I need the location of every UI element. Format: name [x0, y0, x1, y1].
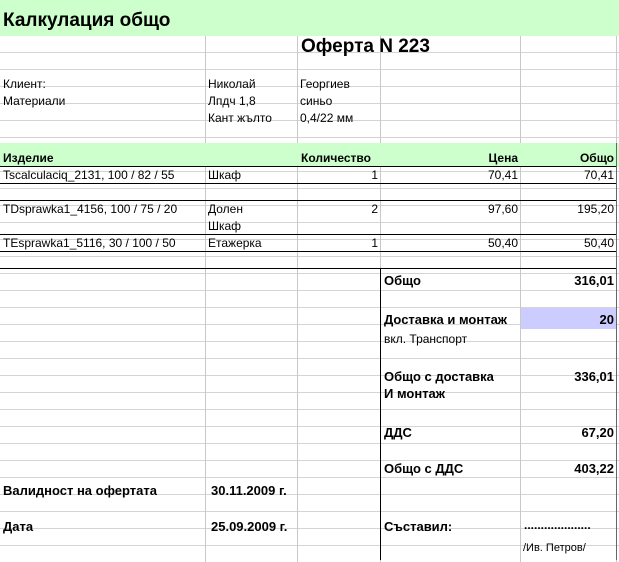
row1-qty[interactable]: 1	[371, 168, 378, 182]
delivery-label: Доставка и монтаж	[384, 312, 508, 327]
edge-value[interactable]: Кант жълто	[208, 111, 272, 125]
date-label: Дата	[3, 519, 34, 534]
row3-bottom-border	[0, 251, 617, 252]
row3-name[interactable]: Етажерка	[208, 236, 262, 250]
row2-top-border	[0, 200, 617, 201]
row3-top-border	[0, 234, 617, 235]
with-delivery-label: Общо с доставка	[384, 369, 494, 384]
signature-line: ....................	[524, 518, 591, 532]
with-delivery-value[interactable]: 336,01	[574, 369, 614, 384]
row2-name[interactable]: Долен	[208, 202, 243, 216]
table-bottom-border	[0, 268, 617, 269]
materials-label: Материали	[3, 94, 66, 108]
composer-name: /Ив. Петров/	[523, 542, 586, 554]
row2-name-line2[interactable]: Шкаф	[208, 219, 242, 233]
row2-code[interactable]: TDsprawka1_4156, 100 / 75 / 20	[3, 202, 178, 216]
delivery-value[interactable]: 20	[599, 312, 614, 327]
row3-qty[interactable]: 1	[371, 236, 378, 250]
row2-total[interactable]: 195,20	[577, 202, 614, 216]
sheet-title: Калкулация общо	[3, 10, 171, 31]
client-last-name[interactable]: Георгиев	[300, 77, 350, 91]
row1-name[interactable]: Шкаф	[208, 168, 242, 182]
total-vat-value[interactable]: 403,22	[574, 461, 614, 476]
row2-qty[interactable]: 2	[371, 202, 378, 216]
header-item: Изделие	[3, 151, 54, 165]
total-vat-label: Общо с ДДС	[384, 461, 464, 476]
row2-price[interactable]: 97,60	[487, 202, 518, 216]
row1-bottom-border	[0, 183, 617, 184]
material-color[interactable]: синьо	[300, 94, 333, 108]
client-label: Клиент:	[3, 77, 46, 91]
header-total: Общо	[579, 151, 614, 165]
row1-price[interactable]: 70,41	[487, 168, 518, 182]
sheet-right-border	[616, 143, 617, 560]
total-label: Общо	[384, 273, 421, 288]
header-quantity: Количество	[301, 151, 371, 165]
validity-label: Валидност на офертата	[3, 483, 157, 498]
header-bottom-border	[0, 166, 617, 167]
material-value[interactable]: Лпдч 1,8	[208, 94, 256, 108]
row1-code[interactable]: Tscalculaciq_2131, 100 / 82 / 55	[3, 168, 175, 182]
client-first-name[interactable]: Николай	[208, 77, 256, 91]
date-value[interactable]: 25.09.2009 г.	[211, 519, 288, 534]
with-delivery-label-line2: И монтаж	[384, 386, 446, 401]
vat-value[interactable]: 67,20	[581, 425, 614, 440]
edge-size[interactable]: 0,4/22 мм	[300, 111, 354, 125]
row3-price[interactable]: 50,40	[487, 236, 518, 250]
row3-code[interactable]: TEsprawka1_5116, 30 / 100 / 50	[3, 236, 176, 250]
vat-label: ДДС	[384, 425, 412, 440]
composer-label: Съставил:	[384, 519, 453, 534]
validity-value[interactable]: 30.11.2009 г.	[211, 483, 287, 498]
row1-total[interactable]: 70,41	[583, 168, 614, 182]
delivery-note: вкл. Транспорт	[384, 332, 468, 346]
offer-number: Оферта N 223	[301, 36, 430, 57]
summary-left-border	[380, 268, 381, 560]
total-value[interactable]: 316,01	[574, 273, 614, 288]
header-price: Цена	[488, 151, 518, 165]
row3-total[interactable]: 50,40	[583, 236, 614, 250]
